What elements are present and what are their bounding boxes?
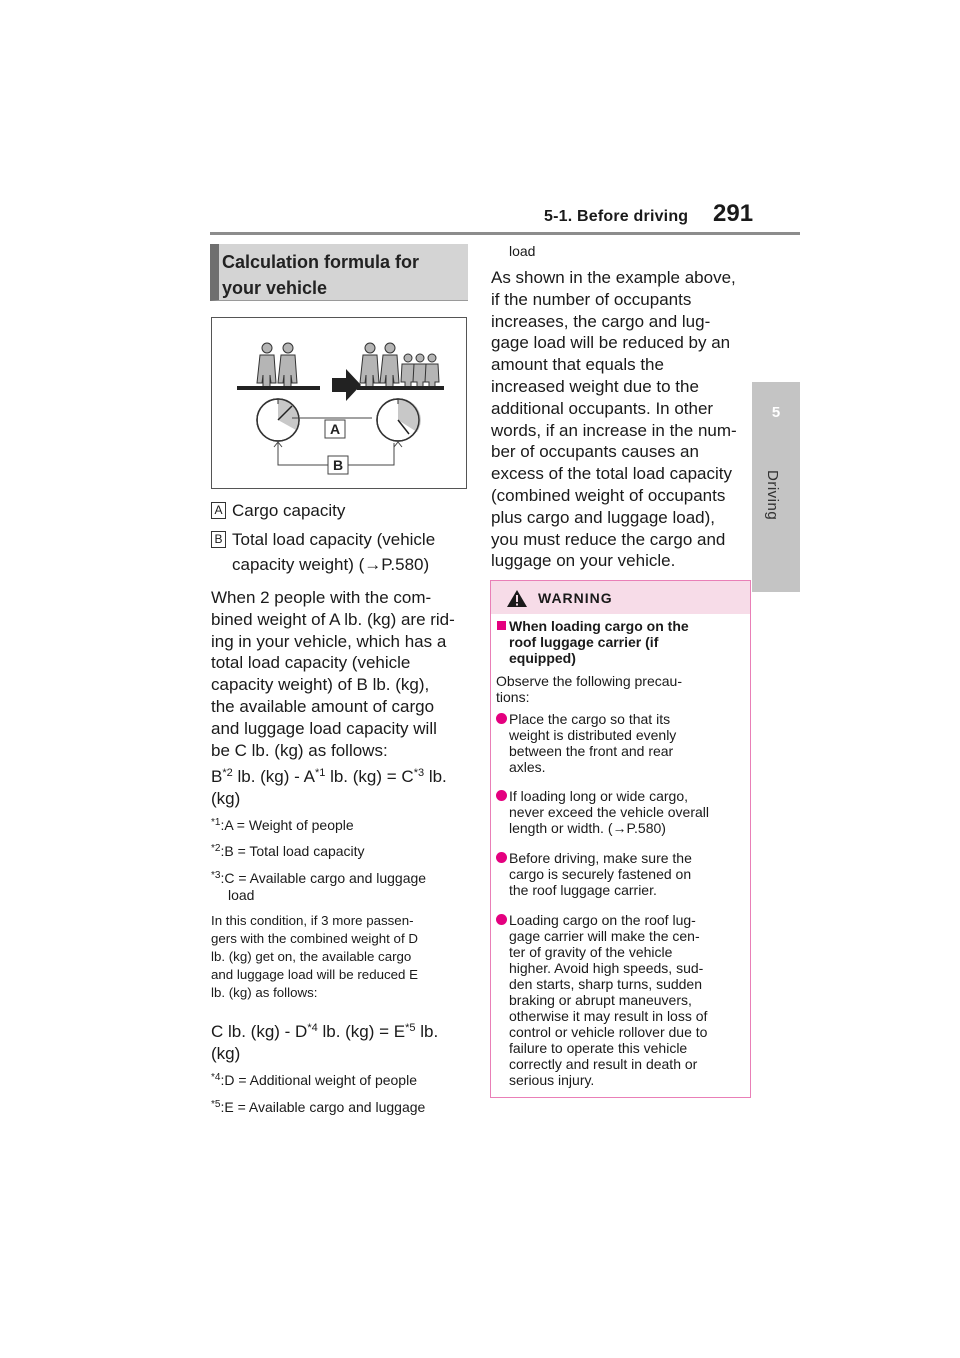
bullet-icon <box>496 852 507 863</box>
section-heading-line: your vehicle <box>222 278 328 298</box>
text-line: braking or abrupt maneuvers, <box>509 992 692 1008</box>
warning-bullet <box>496 850 744 898</box>
gauge-left-icon <box>257 399 299 441</box>
load-capacity-illustration <box>211 317 467 489</box>
section-title: 5-1. Before driving <box>544 208 689 225</box>
text-line: length or width. (→P.580) <box>509 820 666 836</box>
chapter-number: 5 <box>771 404 781 421</box>
text-line: plus cargo and luggage load), <box>491 507 715 527</box>
legend-text: Total load capacity (vehicle capacity weight) (→P.580) <box>232 530 436 574</box>
text-line: If loading long or wide cargo, <box>509 788 688 804</box>
illustration-svg <box>212 318 466 488</box>
legend-text: Cargo capacity <box>232 501 346 520</box>
text-line: ter of gravity of the vehicle <box>509 944 673 960</box>
footnote-mark: *5 <box>211 1099 221 1110</box>
legend-item-b <box>211 527 470 577</box>
warning-triangle-icon <box>506 589 528 608</box>
text-line: ing in your vehicle, which has a <box>211 631 447 651</box>
text-line: Loading cargo on the roof lug- <box>509 912 696 928</box>
bullet-text <box>509 850 741 898</box>
footnote-5 <box>211 1099 469 1116</box>
chapter-label[interactable]: Driving <box>764 470 781 521</box>
text-line: roof luggage carrier (if <box>509 634 659 650</box>
footnote-text: :A = Weight of people <box>220 817 354 833</box>
formula-text: B <box>211 767 223 786</box>
formula-text: lb. (kg) = C <box>325 767 414 786</box>
section-heading <box>222 249 462 301</box>
footnote-4 <box>211 1072 469 1089</box>
text-line: words, if an increase in the num- <box>491 420 737 440</box>
footnote-ref: *5 <box>405 1022 416 1034</box>
text-line: serious injury. <box>509 1072 595 1088</box>
paragraph-summary <box>491 267 753 572</box>
text-line: be C lb. (kg) as follows: <box>211 740 388 760</box>
formula-text: lb. <box>424 767 447 786</box>
footnote-1 <box>211 817 469 834</box>
text-line: you must reduce the cargo and <box>491 529 726 549</box>
formula-text: lb. (kg) - A <box>232 767 315 786</box>
text-line: higher. Avoid high speeds, sud- <box>509 960 704 976</box>
warning-bullet <box>496 788 744 836</box>
footnote-mark: *3 <box>211 870 221 881</box>
text-line: the roof luggage carrier. <box>509 882 657 898</box>
warning-intro <box>496 673 744 705</box>
gauge-right-icon <box>377 399 421 441</box>
footnote-text: :D = Additional weight of people <box>220 1072 417 1088</box>
text-line: gage load will be reduced by an <box>491 333 731 353</box>
text-line: cargo is securely fastened on <box>509 866 692 882</box>
footnote-text: :C = Available cargo and luggage <box>220 870 427 886</box>
text-line: Place the cargo so that its <box>509 711 671 727</box>
text-line: bined weight of A lb. (kg) are rid- <box>211 609 455 629</box>
text-line: capacity weight) of B lb. (kg), <box>211 675 430 695</box>
footnote-text: load <box>228 887 255 903</box>
text-line: When 2 people with the com- <box>211 588 432 607</box>
text-line: the available amount of cargo <box>211 696 435 716</box>
bullet-icon <box>496 790 507 801</box>
text-line: amount that equals the <box>491 355 664 375</box>
text-line: Before driving, make sure the <box>509 850 692 866</box>
text-line: equipped) <box>509 650 576 666</box>
text-line: increases, the cargo and lug- <box>491 311 711 331</box>
paragraph-explanation <box>211 587 467 761</box>
text-line: luggage on your vehicle. <box>491 551 676 571</box>
warning-bullet <box>496 711 744 775</box>
page-number: 291 <box>713 200 754 227</box>
formula-text: (kg) <box>211 1044 241 1063</box>
text-line: otherwise it may result in loss of <box>509 1008 708 1024</box>
text-line: axles. <box>509 759 546 775</box>
warning-title <box>497 618 745 666</box>
text-line: increased weight due to the <box>491 376 699 396</box>
text-line: ber of occupants causes an <box>491 442 699 462</box>
formula-text: lb. (kg) = E <box>317 1022 406 1041</box>
text-line: As shown in the example above, <box>491 268 736 287</box>
text-line: control or vehicle rollover due to <box>509 1024 708 1040</box>
text-line: total load capacity (vehicle <box>211 653 411 673</box>
paragraph-condition <box>211 912 469 1002</box>
text-line: never exceed the vehicle overall <box>509 804 710 820</box>
text-line: between the front and rear <box>509 743 674 759</box>
header-rule <box>210 232 800 235</box>
bullet-icon <box>496 914 507 925</box>
text-line: Observe the following precau- <box>496 673 682 689</box>
footnote-mark: *4 <box>211 1072 221 1083</box>
bullet-text <box>509 711 741 775</box>
square-bullet-icon <box>497 621 506 630</box>
formula-text: C lb. (kg) - D <box>211 1022 308 1041</box>
text-line: lb. (kg) get on, the available cargo <box>211 949 412 964</box>
footnote-ref: *4 <box>307 1022 318 1034</box>
bullet-text <box>509 912 741 1088</box>
text-line: excess of the total load capacity <box>491 464 732 484</box>
text-line: and luggage load capacity will <box>211 718 437 738</box>
formula-text: lb. <box>415 1022 439 1041</box>
chapter-tab-divider <box>752 592 800 595</box>
footnote-ref: *2 <box>222 767 233 779</box>
footnote-mark: *2 <box>211 843 221 854</box>
formula-1 <box>211 766 467 810</box>
text-line: weight is distributed evenly <box>509 727 677 743</box>
continued-text: load <box>509 243 536 259</box>
arrow-right-icon <box>332 369 361 401</box>
label-b: B <box>333 457 344 473</box>
text-line: lb. (kg) as follows: <box>211 985 318 1000</box>
bullet-icon <box>496 713 507 724</box>
text-line: gage carrier will make the cen- <box>509 928 700 944</box>
formula-2 <box>211 1021 467 1065</box>
text-line: additional occupants. In other <box>491 398 714 418</box>
footnote-mark: *1 <box>211 817 221 828</box>
warning-bullet <box>496 912 744 1088</box>
text-line: correctly and result in death or <box>509 1056 698 1072</box>
footnote-3 <box>211 870 469 904</box>
formula-text: (kg) <box>211 789 241 808</box>
text-line: In this condition, if 3 more passen- <box>211 913 414 928</box>
legend-badge: B <box>211 531 226 548</box>
footnote-ref: *1 <box>314 767 326 779</box>
legend-item-a <box>211 498 470 523</box>
warning-header <box>491 581 750 614</box>
footnote-text: :B = Total load capacity <box>220 843 365 859</box>
footnote-2 <box>211 843 469 860</box>
text-line: tions: <box>496 689 530 705</box>
text-line: gers with the combined weight of D <box>211 931 418 946</box>
legend-badge: A <box>211 502 226 519</box>
people-group-left-icon <box>257 343 297 387</box>
text-line: if the number of occupants <box>491 289 692 309</box>
bullet-text <box>509 788 741 836</box>
people-group-right-icon <box>360 343 439 387</box>
text-line: den starts, sharp turns, sudden <box>509 976 702 992</box>
footnote-text: :E = Available cargo and luggage <box>220 1099 426 1115</box>
text-line: When loading cargo on the <box>509 618 689 634</box>
footnote-ref: *3 <box>413 767 425 779</box>
warning-label: WARNING <box>538 590 613 606</box>
text-line: and luggage load will be reduced E <box>211 967 418 982</box>
label-a: A <box>330 421 341 437</box>
section-heading-line: Calculation formula for <box>222 252 420 272</box>
text-line: failure to operate this vehicle <box>509 1040 688 1056</box>
text-line: (combined weight of occupants <box>491 485 726 505</box>
